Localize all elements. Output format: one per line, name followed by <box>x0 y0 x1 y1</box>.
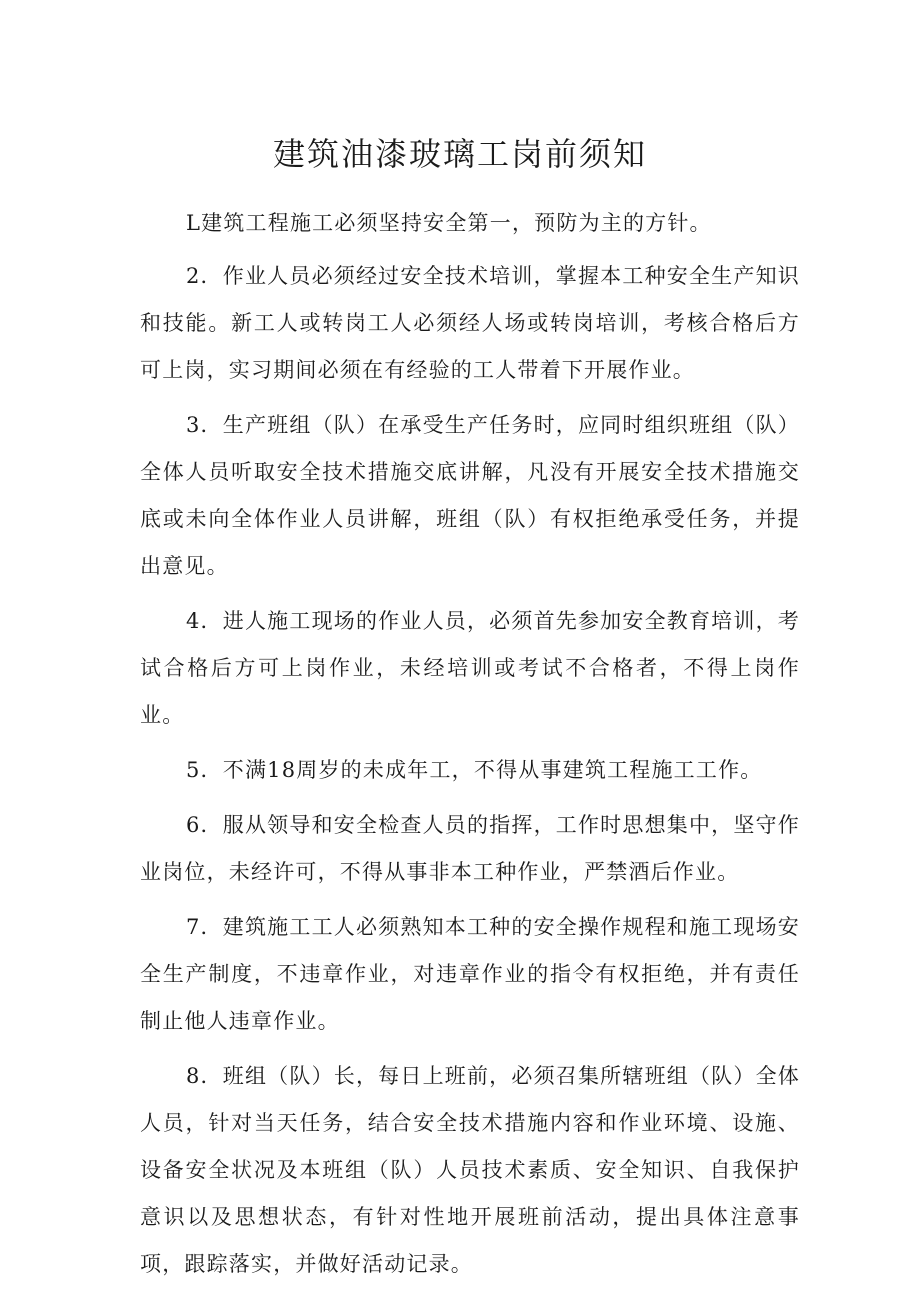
rule-1: L建筑工程施工必须坚持安全第一，预防为主的方针。 <box>186 211 712 235</box>
rule-7: 7．建筑施工工人必须熟知本工种的安全操作规程和施工现场安全生产制度，不违章作业，对违章作业的指令有权拒绝，并有责任制止他人违章作业。 <box>140 915 800 1033</box>
document-title: 建筑油漆玻璃工岗前须知 <box>272 135 647 173</box>
document-body <box>140 200 800 1296</box>
rule-3: 3．生产班组（队）在承受生产任务时，应同时组织班组（队）全体人员听取安全技术措施交底讲解，凡没有开展安全技术措施交底或未向全体作业人员讲解，班组（队）有权拒绝承受任务，并提出意见。 <box>140 413 800 578</box>
rule-2: 2．作业人员必须经过安全技术培训，掌握本工种安全生产知识和技能。新工人或转岗工人必须经人场或转岗培训，考核合格后方可上岗，实习期间必须在有经验的工人带着下开展作业。 <box>140 264 800 382</box>
rule-5: 5．不满18周岁的未成年工，不得从事建筑工程施工工作。 <box>186 758 763 782</box>
rule-6: 6．服从领导和安全检查人员的指挥，工作时思想集中，坚守作业岗位，未经许可，不得从事非本工种作业，严禁酒后作业。 <box>140 813 800 884</box>
rule-8: 8．班组（队）长，每日上班前，必须召集所辖班组（队）全体人员，针对当天任务，结合安全技术措施内容和作业环境、设施、设备安全状况及本班组（队）人员技术素质、安全知识、自我保护意识以及思想状态，有针对性地开展班前活动，提出具体注意事项，跟踪落实，并做好活动记录。 <box>140 1064 800 1276</box>
rule-4: 4．进人施工现场的作业人员，必须首先参加安全教育培训，考试合格后方可上岗作业，未经培训或考试不合格者，不得上岗作业。 <box>140 609 800 727</box>
